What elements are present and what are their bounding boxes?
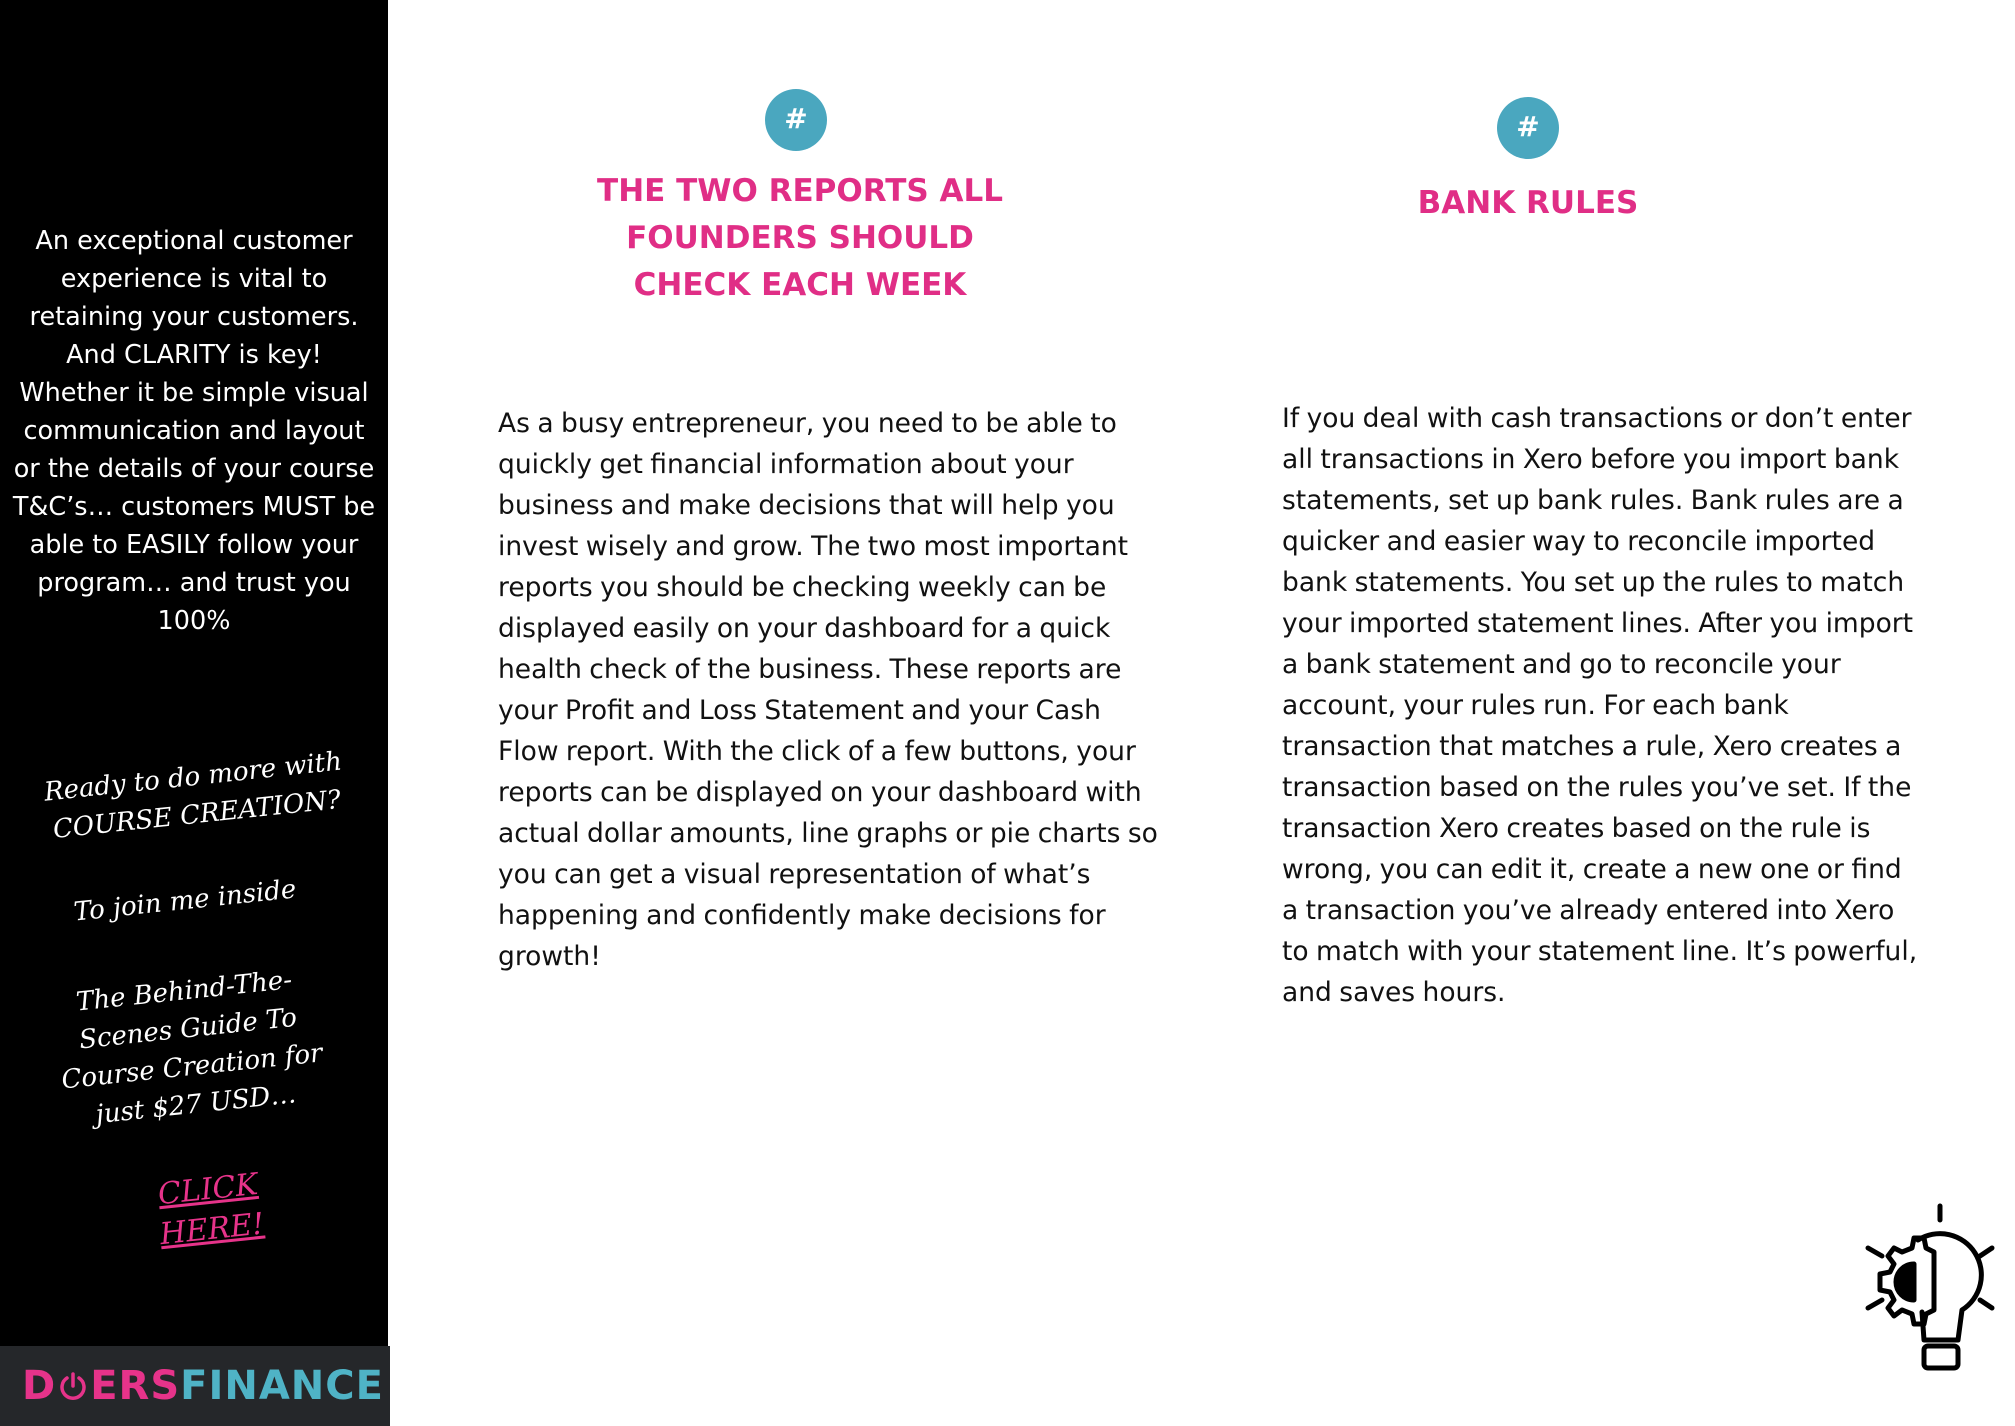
section-title-bank-rules: BANK RULES [1417,185,1639,221]
promo-offer-text: The Behind-The-Scenes Guide To Course Creation for just $27 USD… [60,965,324,1131]
section-hash-badge: # [765,89,827,151]
lightbulb-gear-icon [1858,1200,1998,1390]
doers-finance-logo: D ERS FINANCE [22,1363,384,1409]
promo-join-text: To join me inside [72,874,298,928]
section-body-bank-rules: If you deal with cash transactions or don’t enter all transactions in Xero before you import bank statements, set up bank rules. Bank rules are a quicker and easier way to reconcile imported bank statements. You set up the rules to match your imported statement lines. After you import a bank statement and go to reconcile your account, your rules run. For each bank transaction that matches a rule, Xero creates a transaction based on the rules you’ve set. If the transaction Xero creates based on the rule is wrong, you can edit it, create a new one or find a transaction you’ve already entered into Xero to match with your statement line. It’s powerful, and saves hours. [1282,403,1918,1008]
sidebar [0,0,388,1426]
section-hash-badge: # [1497,97,1559,159]
section-title-reports: THE TWO REPORTS ALL FOUNDERS SHOULD CHECK EACH WEEK [597,173,1003,303]
sidebar-blurb: An exceptional customer experience is vital to retaining your customers. And CLARITY is key! Whether it be simple visual communication and layout or the details of your course T&C’s… customers MUST be able to EASILY follow your program… and trust you 100% [12,226,376,636]
promo-headline: Ready to do more with COURSE CREATION? [42,746,344,845]
click-here-link[interactable]: CLICK HERE! [156,1166,266,1253]
section-body-reports: As a busy entrepreneur, you need to be able to quickly get financial information about your business and make decisions that will help you invest wisely and grow. The two most important reports you should be checking weekly can be displayed easily on your dashboard for a quick health check of the business. These reports are your Profit and Loss Statement and your Cash Flow report. With the click of a few buttons, your reports can be displayed on your dashboard with actual dollar amounts, line graphs or pie charts so you can get a visual representation of what’s happening and confidently make decisions for growth! [498,408,1158,972]
power-icon [58,1370,88,1402]
